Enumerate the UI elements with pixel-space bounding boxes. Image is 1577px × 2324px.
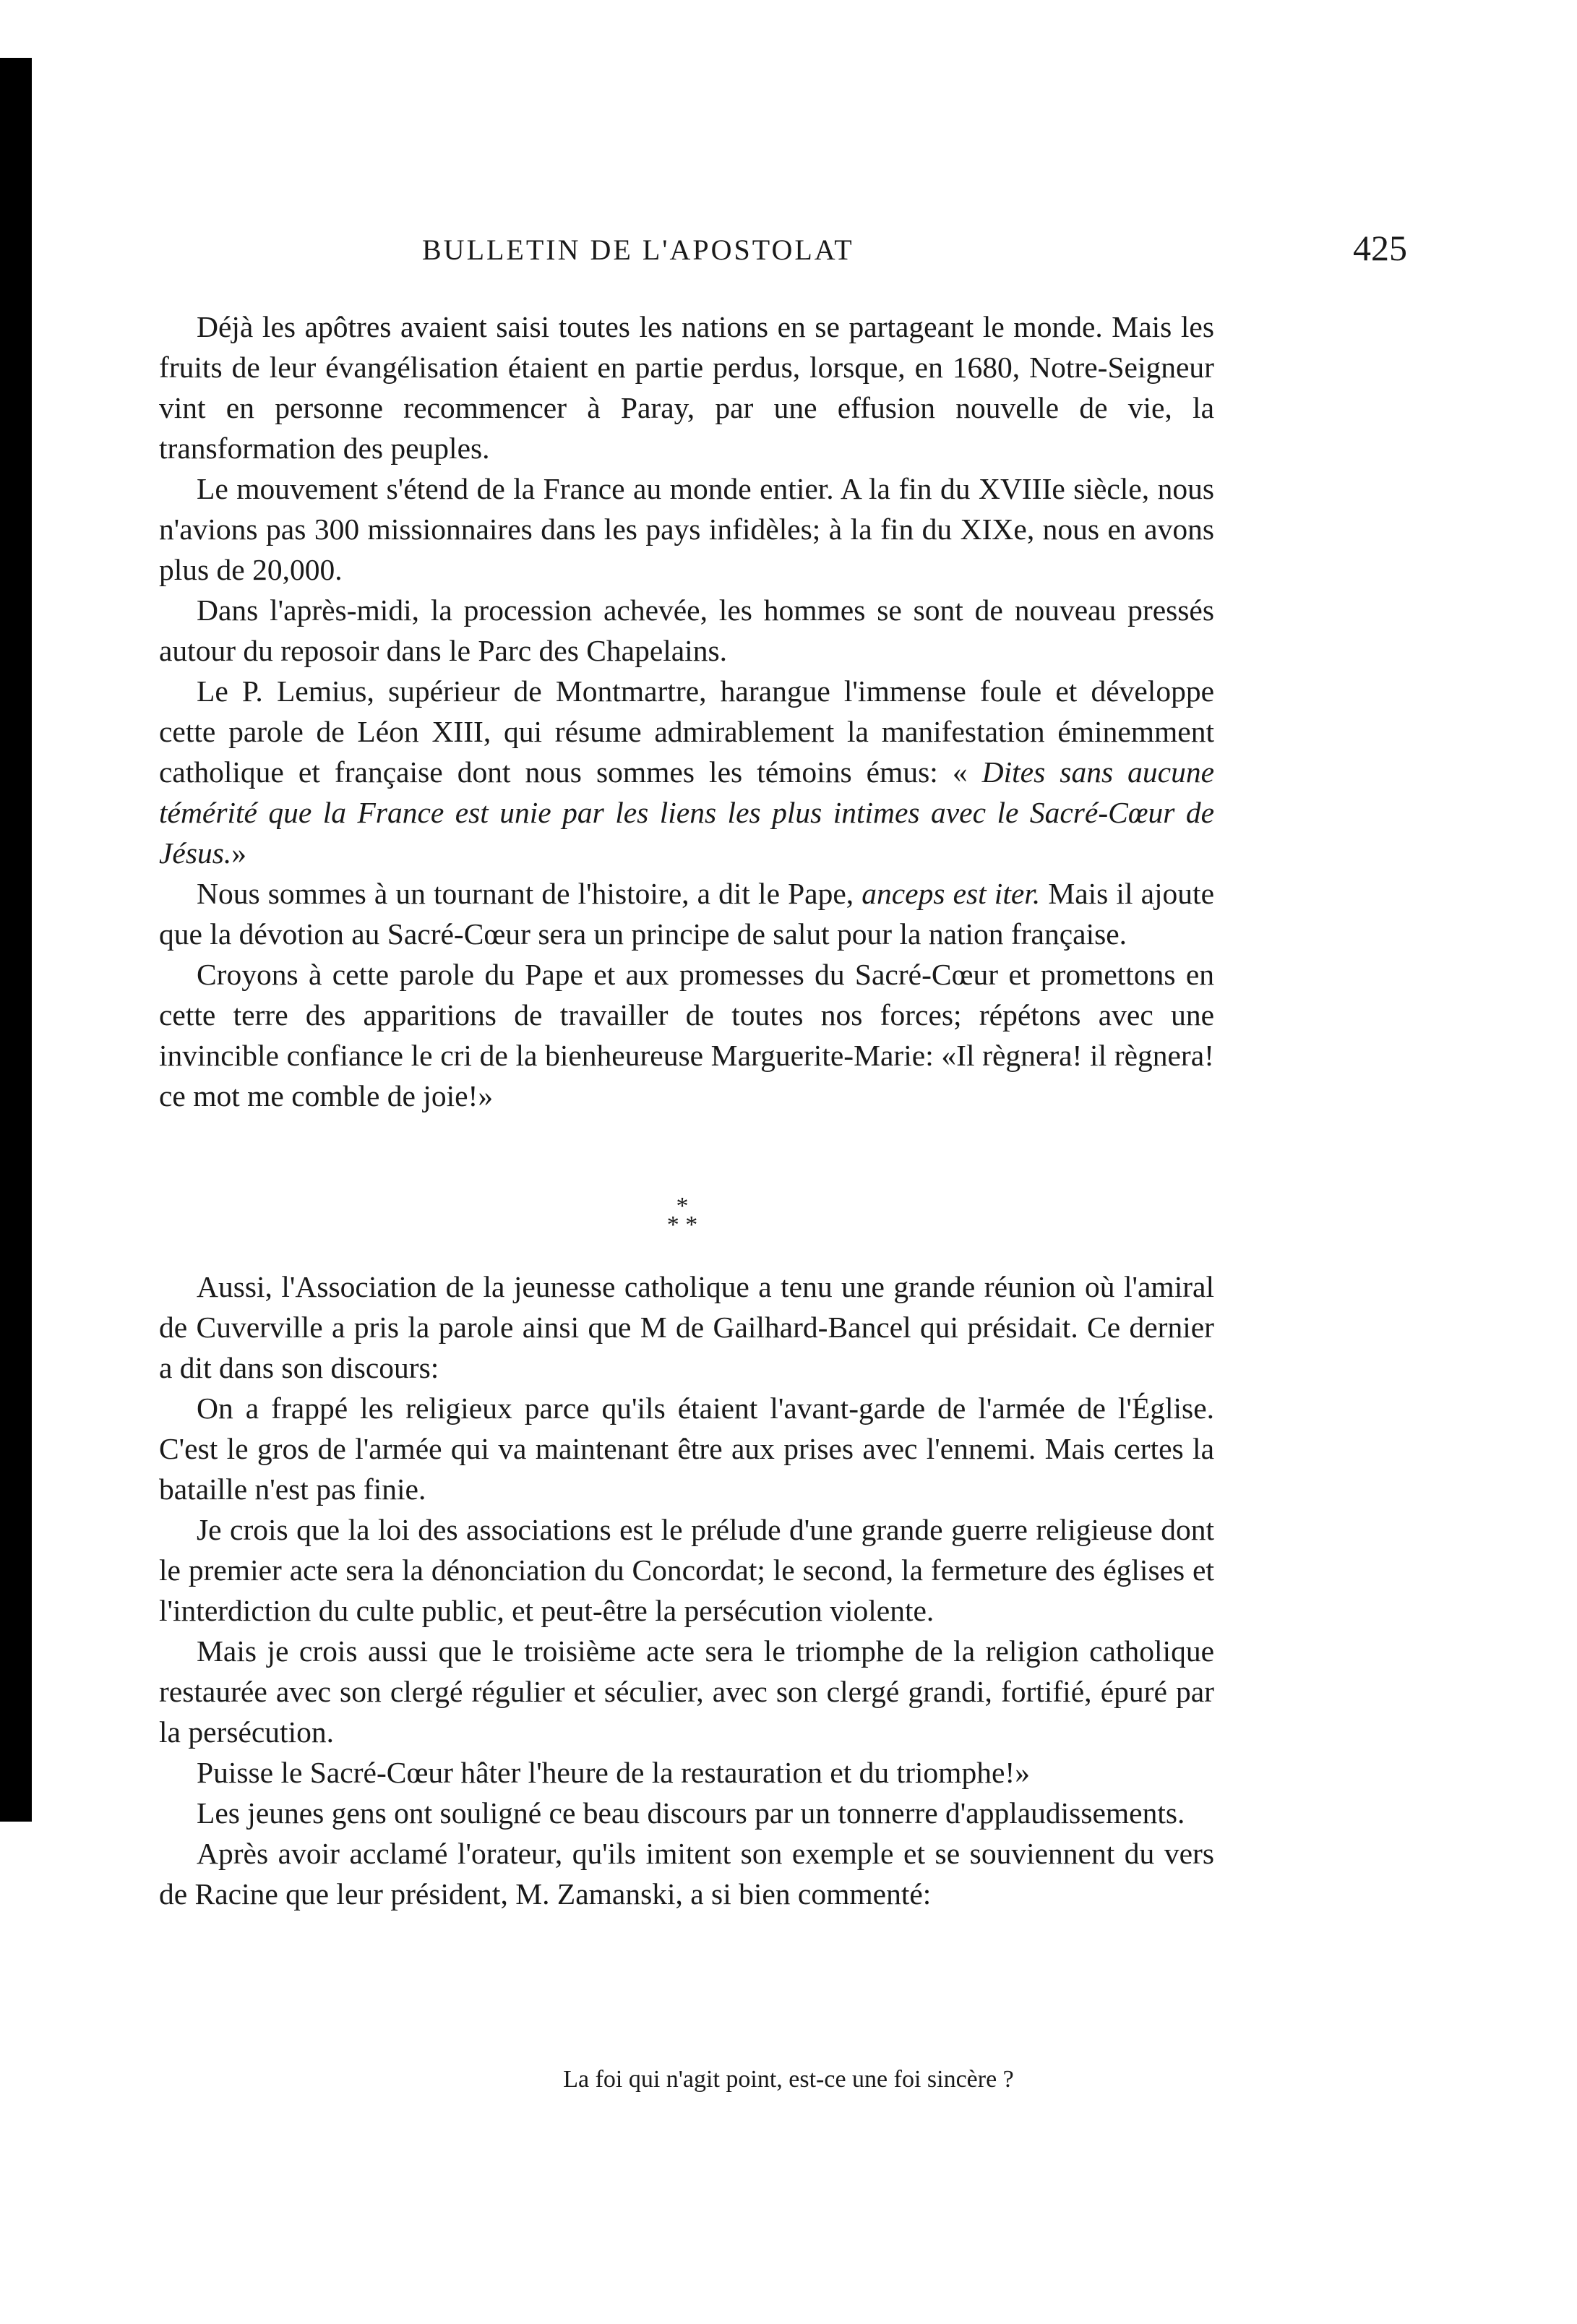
paragraph: Le mouvement s'étend de la France au monde entier. A la fin du XVIIIe siècle, nous n'avions pas 300 missionnaires dans les pays infidèles; à la fin du XIXe, nous en avons plus de 20,000. xyxy=(159,472,1214,586)
paragraph: Mais je crois aussi que le troisième acte sera le triomphe de la religion catholique restaurée avec son clergé régulier et séculier, avec son clergé grandi, fortifié, épuré par la persécution. xyxy=(159,1634,1214,1749)
page-number: 425 xyxy=(1353,228,1407,268)
paragraph-text: Le P. Lemius, supérieur de Montmartre, harangue l'immense foule et développe cette parole de Léon XIII, qui résume admirablement la manifestation éminemment catholique et française dont nous sommes les témoins émus: « xyxy=(159,674,1214,789)
paragraph xyxy=(159,873,1214,954)
paragraph: Dans l'après-midi, la procession achevée, les hommes se sont de nouveau pressés autour du reposoir dans le Parc des Chapelains. xyxy=(159,593,1214,667)
latin-phrase: anceps est iter. xyxy=(861,877,1041,910)
paragraph: Puisse le Sacré-Cœur hâter l'heure de la restauration et du triomphe!» xyxy=(197,1756,1030,1789)
asterism-separator: * * * xyxy=(666,1193,698,1238)
paragraph: On a frappé les religieux parce qu'ils étaient l'avant-garde de l'armée de l'Église. C'est le gros de l'armée qui va maintenant être aux prises avec l'ennemi. Mais certes la bataille n'est pas finie. xyxy=(159,1392,1214,1506)
paragraph-text: Mais il ajoute que la dévotion au Sacré-Cœur sera un principe de salut pour la nation française. xyxy=(159,877,1214,951)
paragraph xyxy=(159,671,1214,873)
racine-verse: La foi qui n'agit point, est-ce une foi sincère ? xyxy=(563,2066,1014,2093)
binding-edge xyxy=(0,58,32,1822)
paragraph: Déjà les apôtres avaient saisi toutes les nations en se partageant le monde. Mais les fruits de leur évangélisation étaient en partie perdus, lorsque, en 1680, Notre-Seigneur vint en personne recommencer à Paray, par une effusion nouvelle de vie, la transformation des peuples. xyxy=(159,310,1214,465)
paragraph: Les jeunes gens ont souligné ce beau discours par un tonnerre d'applaudissements. xyxy=(197,1796,1185,1830)
pope-quote: Dites sans aucune témérité que la France est unie par les liens les plus intimes avec le Sacré-Cœur de Jésus. xyxy=(159,755,1214,870)
paragraph: Croyons à cette parole du Pape et aux promesses du Sacré-Cœur et promettons en cette terre des apparitions de travailler de toutes nos forces; répétons avec une invincible confiance le cri de la bienheureuse Marguerite-Marie: «Il règnera! il règnera! ce mot me comble de joie!» xyxy=(159,958,1214,1112)
paragraph: Aussi, l'Association de la jeunesse catholique a tenu une grande réunion où l'amiral de Cuverville a pris la parole ainsi que M de Gailhard-Bancel qui présidait. Ce dernier a dit dans son discours: xyxy=(159,1270,1214,1384)
running-title: BULLETIN DE L'APOSTOLAT xyxy=(422,233,854,266)
section-youth-association xyxy=(159,1266,1214,1914)
paragraph-text: Nous sommes à un tournant de l'histoire, a dit le Pape, xyxy=(197,877,854,910)
paragraph: Après avoir acclamé l'orateur, qu'ils imitent son exemple et se souviennent du vers de Racine que leur président, M. Zamanski, a si bien commenté: xyxy=(159,1837,1214,1911)
running-header xyxy=(422,228,1577,276)
paragraph: Je crois que la loi des associations est le prélude d'une grande guerre religieuse dont le premier acte sera la dénonciation du Concordat; le second, la fermeture des églises et l'interdiction du culte public, et peut-être la persécution violente. xyxy=(159,1513,1214,1627)
section-pilgrimage xyxy=(159,306,1214,1116)
quote-close: » xyxy=(231,836,247,870)
